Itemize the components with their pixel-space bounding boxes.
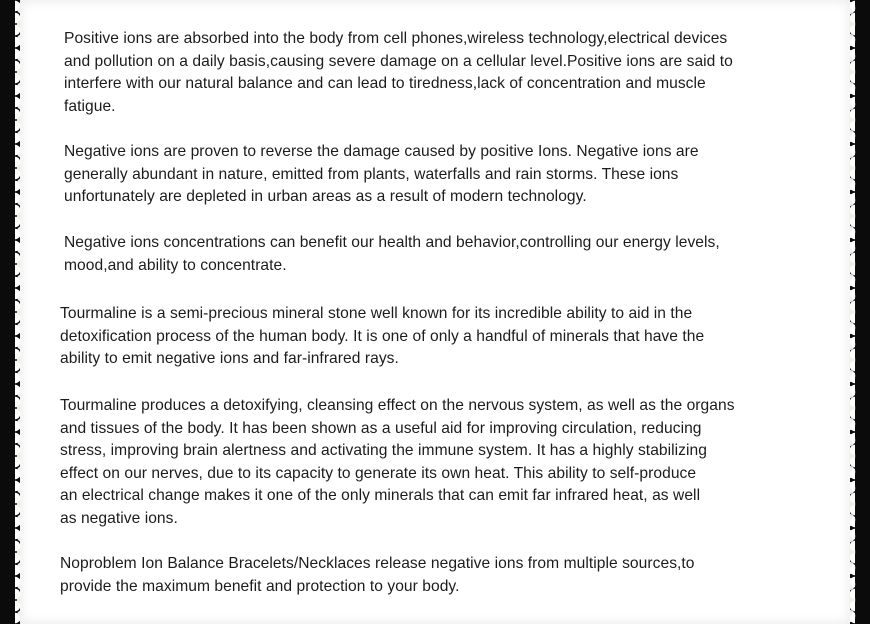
text-line: unfortunately are depleted in urban areas as a result of modern technology. <box>64 188 587 206</box>
text-line: Negative ions concentrations can benefit our health and behavior,controlling our energy levels, <box>64 234 720 251</box>
text-line: mood,and ability to concentrate. <box>64 256 287 274</box>
text-line: ability to emit negative ions and far-infrared rays. <box>60 350 399 368</box>
text-line: and pollution on a daily basis,causing severe damage on a cellular level.Positive ions are said to <box>64 52 733 70</box>
text-line: Negative ions are proven to reverse the damage caused by positive Ions. Negative ions are <box>64 143 699 160</box>
text-line: effect on our nerves, due to its capacity to generate its own heat. This ability to self-produce <box>60 464 697 482</box>
paragraph-negative-ions <box>64 141 699 209</box>
text-line: Positive ions are absorbed into the body from cell phones,wireless technology,electrical devices <box>64 30 728 47</box>
text-line: an electrical change makes it one of the only minerals that can emit far infrared heat, as well <box>60 487 701 505</box>
text-line: detoxification process of the human body. It is one of only a handful of minerals that have the <box>60 327 705 345</box>
paragraph-tourmaline-intro <box>60 303 704 371</box>
text-line: stress, improving brain alertness and activating the immune system. It has a highly stabilizing <box>60 442 707 460</box>
text-line: Noproblem Ion Balance Bracelets/Necklaces release negative ions from multiple sources,to <box>60 555 695 572</box>
paragraph-product-claim <box>60 553 695 598</box>
text-line: interfere with our natural balance and can lead to tiredness,lack of concentration and muscle <box>64 75 706 93</box>
text-line: provide the maximum benefit and protection to your body. <box>60 577 460 595</box>
text-line: Tourmaline is a semi-precious mineral stone well known for its incredible ability to aid in the <box>60 305 693 322</box>
paragraph-negative-ion-benefits <box>64 232 720 277</box>
text-line: as negative ions. <box>60 509 178 527</box>
paragraph-positive-ions <box>64 28 733 118</box>
text-line: and tissues of the body. It has been shown as a useful aid for improving circulation, reducing <box>60 419 702 437</box>
text-line: fatigue. <box>64 97 116 115</box>
text-line: Tourmaline produces a detoxifying, cleansing effect on the nervous system, as well as the organs <box>60 397 735 414</box>
text-line: generally abundant in nature, emitted from plants, waterfalls and rain storms. These ions <box>64 165 679 183</box>
paragraph-tourmaline-effects <box>60 395 735 531</box>
